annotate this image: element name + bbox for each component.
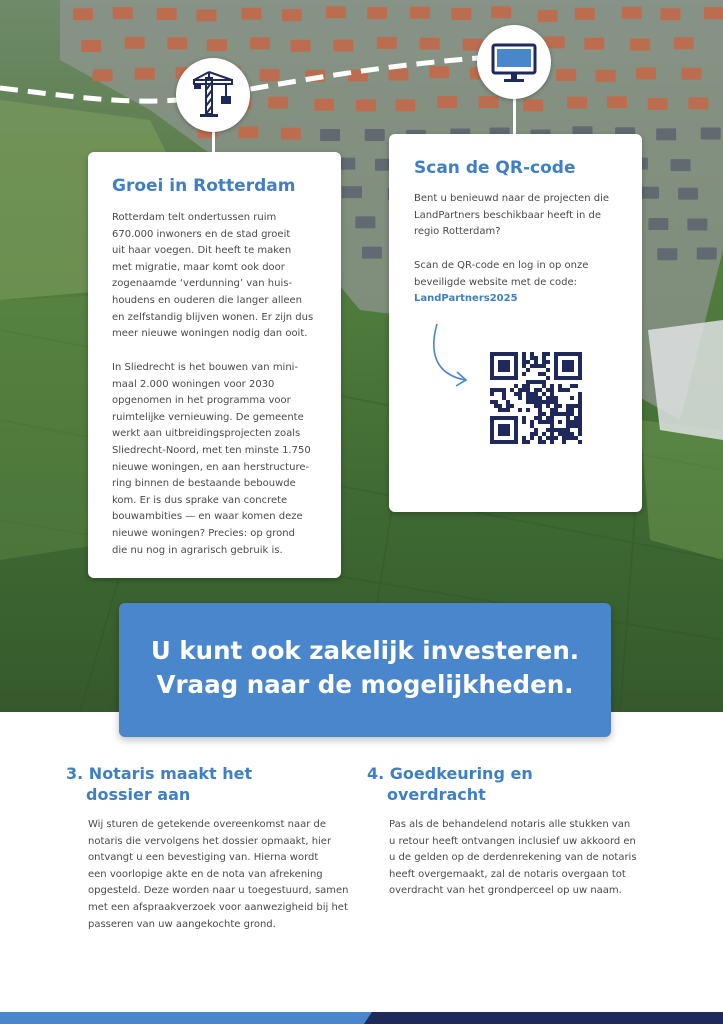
card-right-paragraph-2: Scan de QR-code en log in op onze beveiligde website met de code: LandPartners2025 bbox=[414, 260, 589, 305]
banner-line-1: U kunt ook zakelijk investeren. bbox=[150, 636, 580, 665]
step-4-text: Pas als de behandelend notaris alle stukken van u retour heeft ontvangen inclusief uw akkoord en u de gelden op de derdenrekening van de notaris heeft overgemaakt, zal de notaris overgaan tot overdracht van het grondperceel op uw naam. bbox=[389, 819, 637, 897]
card-scan-qr bbox=[389, 134, 642, 512]
card-left-paragraph-2: In Sliedrecht is het bouwen van mini- maal 2.000 woningen voor 2030 opgenomen in het programma voor ruimtelijke vernieuwing. De gemeente werkt aan uitbreidingsprojecten zoals Sliedrecht-Noord, met ten minste 1.750 nieuwe woningen, en aan herstructure- ring binnen de bestaande bebouwde kom. Er is dus sprake van concrete bouwambities — en waar komen deze nieuwe woningen? Precies: op grond die nu nog in agrarisch gebruik is. bbox=[112, 362, 311, 556]
card-growth-rotterdam bbox=[88, 152, 341, 578]
banner-line-2: Vraag naar de mogelijkheden. bbox=[156, 670, 574, 699]
qr-code[interactable] bbox=[490, 352, 582, 444]
business-invest-banner bbox=[119, 603, 611, 737]
card-right-paragraph-1: Bent u benieuwd naar de projecten die LandPartners beschikbaar heeft in de regio Rotterdam? bbox=[414, 193, 609, 238]
curved-arrow-icon bbox=[427, 322, 477, 392]
monitor-icon bbox=[477, 25, 551, 99]
step-3-text: Wij sturen de getekende overeenkomst naar de notaris die vervolgens het dossier opmaakt, hier ontvangt u een bevestiging van. Hierna wordt een voorlopige akte en de nota van afrekening opgesteld. Deze worden naar u toegestuurd, samen met een afspraakverzoek voor aanwezigheid bij het passeren van uw aangekochte grond. bbox=[88, 819, 349, 930]
connector-right bbox=[513, 96, 516, 136]
card-left-paragraph-1: Rotterdam telt ondertussen ruim 670.000 inwoners en de stad groeit uit haar voegen. Dit heeft te maken met migratie, maar komt ook door zogenaamde ‘verdunning’ van huis- houdens en ouderen die langer alleen en zelfstandig blijven wonen. Er zijn dus meer nieuwe woningen nodig dan ooit. bbox=[112, 212, 314, 340]
login-code: LandPartners2025 bbox=[414, 293, 518, 305]
footer-stripe-navy bbox=[364, 1012, 723, 1024]
card-right-title: Scan de QR-code bbox=[414, 158, 576, 178]
step-4-title: 4. Goedkeuring en overdracht bbox=[367, 764, 533, 804]
footer-stripe-blue bbox=[0, 1012, 372, 1024]
crane-icon bbox=[176, 58, 250, 132]
step-3-title: 3. Notaris maakt het dossier aan bbox=[66, 764, 253, 804]
monitor-badge bbox=[477, 25, 551, 99]
crane-badge bbox=[176, 58, 250, 132]
card-left-title: Groei in Rotterdam bbox=[112, 176, 296, 196]
